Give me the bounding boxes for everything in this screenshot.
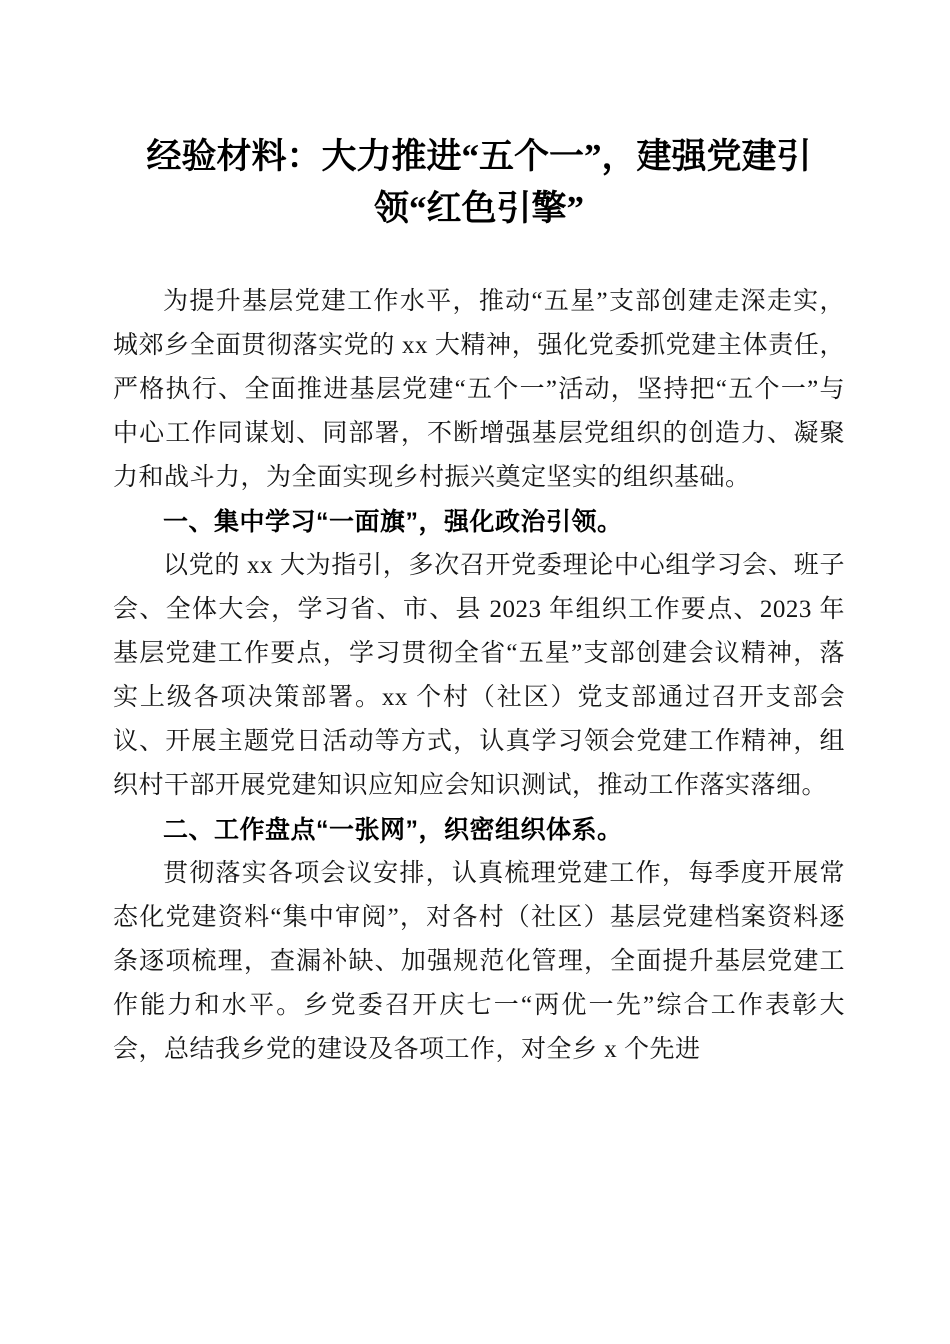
document-title: 经验材料：大力推进“五个一”，建强党建引领“红色引擎”: [146, 137, 812, 228]
body-paragraph-section-2: 贯彻落实各项会议安排，认真梳理党建工作，每季度开展常态化党建资料“集中审阅”，对各村（社区）基层党建档案资料逐条逐项梳理，查漏补缺、加强规范化管理，全面提升基层党建工作能力和水平。乡党委召开庆七一“两优一先”综合工作表彰大会，总结我乡党的建设及各项工作，对全乡 x 个先进: [113, 860, 845, 1063]
section-heading-1: 一、集中学习“一面旗”，强化政治引领。: [163, 508, 623, 536]
body-paragraph-section-1: 以党的 xx 大为指引，多次召开党委理论中心组学习会、班子会、全体大会，学习省、市、县 2023 年组织工作要点、2023 年基层党建工作要点，学习贯彻全省“五星”支部创建会议精神，落实上级各项决策部署。xx 个村（社区）党支部通过召开支部会议、开展主题党日活动等方式，认真学习领会党建工作精神，组织村干部开展党建知识应知应会知识测试，推动工作落实落细。: [113, 552, 845, 799]
body-paragraph-intro: 为提升基层党建工作水平，推动“五星”支部创建走深走实，城郊乡全面贯彻落实党的 xx 大精神，强化党委抓党建主体责任，严格执行、全面推进基层党建“五个一”活动，坚持把“五个一”与中心工作同谋划、同部署，不断增强基层党组织的创造力、凝聚力和战斗力，为全面实现乡村振兴奠定坚实的组织基础。: [113, 288, 845, 491]
section-heading-2: 二、工作盘点“一张网”，织密组织体系。: [163, 816, 623, 844]
